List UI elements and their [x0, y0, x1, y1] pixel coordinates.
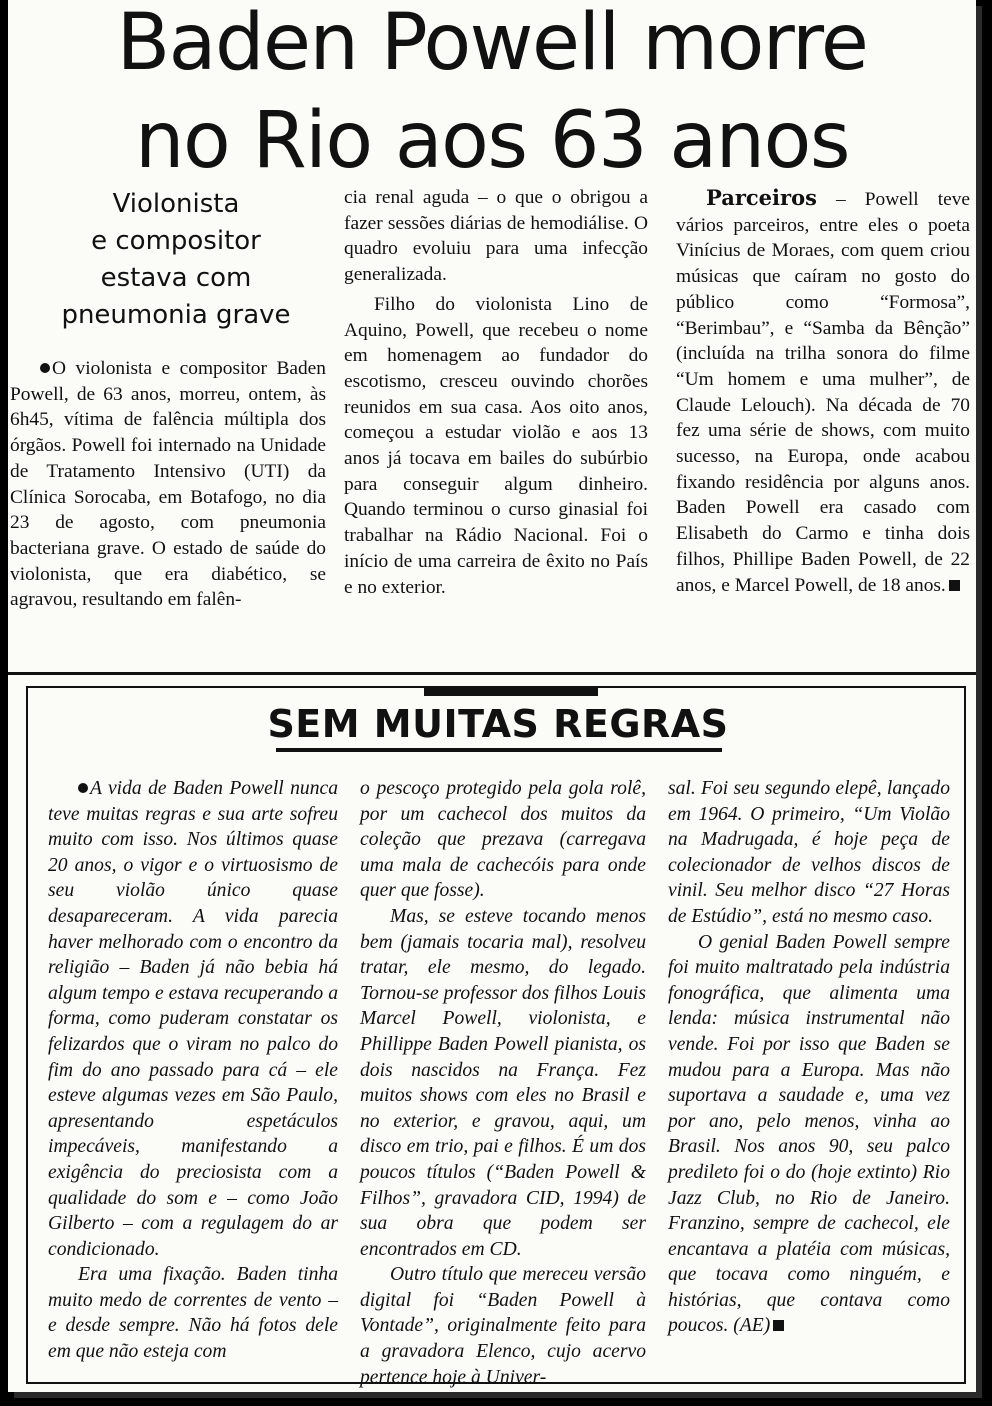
article-paragraph: – Powell teve vários parceiros, entre eles o poeta Vinícius de Moraes, com quem criou músicas que caíram no gosto do público como “Formosa”, “Berimbau”, e “Samba da Bênção” (incluída na trilha sonora do filme “Um homem e uma mulher”, de Claude Lelouch). Na década de 70 fez uma série de shows, com muito sucesso, na Europa, onde acabou fixando residência por alguns anos. Baden Powell era casado com Elisabeth do Carmo e tinha dois filhos, Phillipe Baden Powell, de 22 anos, e Marcel Powell, de 18 anos. — [676, 189, 970, 596]
subheadline-line: Violonista — [112, 189, 240, 219]
sidebar-column-1 — [48, 776, 338, 1365]
headline-line-2: no Rio aos 63 anos — [135, 96, 849, 186]
newspaper-clipping — [8, 0, 976, 1392]
article-column-2 — [344, 185, 648, 600]
subheadline-line: e compositor — [91, 226, 261, 256]
sidebar-paragraph: Outro título que mereceu versão digital foi “Baden Powell à Vontade”, originalmente feito para a gravadora Elenco, cujo acervo pertence hoje à Univer- — [360, 1264, 646, 1388]
end-mark-icon — [773, 1320, 784, 1331]
title-bar-decoration — [424, 688, 598, 696]
headline-line-1: Baden Powell morre — [116, 0, 868, 88]
article-paragraph: Filho do violonista Lino de Aquino, Powell, que recebeu o nome em homenagem ao fundador do escotismo, cresceu ouvindo chorões reunidos em sua casa. Aos oito anos, começou a estudar violão e aos 13 anos já tocava em bailes do subúrbio para conseguir algum dinheiro. Quando terminou o curso ginasial foi trabalhar na Rádio Nacional. Foi o início de uma carreira de êxito no País e no exterior. — [344, 293, 648, 598]
sidebar-paragraph: A vida de Baden Powell nunca teve muitas regras e sua arte sofreu muito com isso. Nos últimos quase 20 anos, o vigor e o virtuosismo de seu violão único quase desapareceram. A vida parecia haver melhorado com o encontro da religião – Baden já não bebia há algum tempo e estava recuperando a forma, como puderam constatar os felizardos que o viram no palco do fim do ano passado para cá – ele esteve algumas vezes em São Paulo, apresentando espetáculos impecáveis, manifestando a exigência do preciosista com a qualidade do som e – como João Gilberto – com a regulagem do ar condicionado. — [48, 778, 338, 1260]
article-paragraph: O violonista e compositor Baden Powell, de 63 anos, morreu, ontem, às 6h45, vítima de falência múltipla dos órgãos. Powell foi internado na Unidade de Tratamento Intensivo (UTI) da Clínica Sorocaba, em Botafogo, no dia 23 de agosto, com pneumonia bacteriana grave. O estado de saúde do violonista, que era diabético, se agravou, resultando em falên- — [10, 358, 326, 611]
section-lead: Parceiros — [706, 185, 817, 210]
sidebar-paragraph: O genial Baden Powell sempre foi muito maltratado pela indústria fonográfica, que alimenta uma lenda: música instrumental não vende. Foi por isso que Baden se mudou para a Europa. Mas não suportava a saudade e, uma vez por ano, pelo menos, vinha ao Brasil. Nos anos 90, seu palco predileto foi o do (hoje extinto) Rio Jazz Club, no Rio de Janeiro. Franzino, sempre de cachecol, ele encantava a platéia com músicas, que tocava como ninguém, e histórias, que contava como poucos. (AE) — [668, 931, 950, 1337]
article-column-3 — [676, 185, 970, 598]
sidebar-column-3 — [668, 776, 950, 1339]
subheadline-line: estava com — [100, 263, 252, 293]
bullet-icon — [78, 783, 88, 793]
subheadline — [26, 186, 326, 334]
section-divider — [8, 672, 976, 675]
sidebar-paragraph: sal. Foi seu segundo elepê, lançado em 1964. O primeiro, “Um Violão na Madrugada, é hoje peça de colecionador de velhos discos de vinil. Seu melhor disco “27 Horas de Estúdio”, está no mesmo caso. — [668, 778, 950, 927]
sidebar-column-2 — [360, 776, 646, 1390]
sidebar-box — [26, 686, 966, 1388]
sidebar-title: SEM MUITAS REGRAS — [267, 702, 729, 746]
title-rule — [276, 748, 722, 752]
article-paragraph: cia renal aguda – o que o obrigou a fazer sessões diárias de hemodiálise. O quadro evoluiu para uma infecção generalizada. — [344, 187, 648, 286]
bullet-icon — [40, 363, 50, 373]
sidebar-paragraph: Mas, se esteve tocando menos bem (jamais tocaria mal), resolveu tratar, ele mesmo, do legado. Tornou-se professor dos filhos Louis Marcel Powell, violonista, e Phillippe Baden Powell pianista, os dois nascidos na França. Fez muitos shows com eles no Brasil e no exterior, e gravou, aqui, um disco em trio, pai e filhos. É um dos poucos títulos (“Baden Powell & Filhos”, gravadora CID, 1994) de sua obra que podem ser encontrados em CD. — [360, 905, 646, 1260]
subheadline-line: pneumonia grave — [61, 300, 291, 330]
sidebar-paragraph: Era uma fixação. Baden tinha muito medo de correntes de vento – e desde sempre. Não há fotos dele em que não esteja com — [48, 1264, 338, 1363]
article-column-1 — [10, 356, 326, 613]
end-mark-icon — [949, 580, 960, 591]
sidebar-paragraph: o pescoço protegido pela gola rolê, por um cachecol dos muitos da coleção que prezava (carregava uma mala de cachecóis para onde quer que fosse). — [360, 778, 646, 902]
